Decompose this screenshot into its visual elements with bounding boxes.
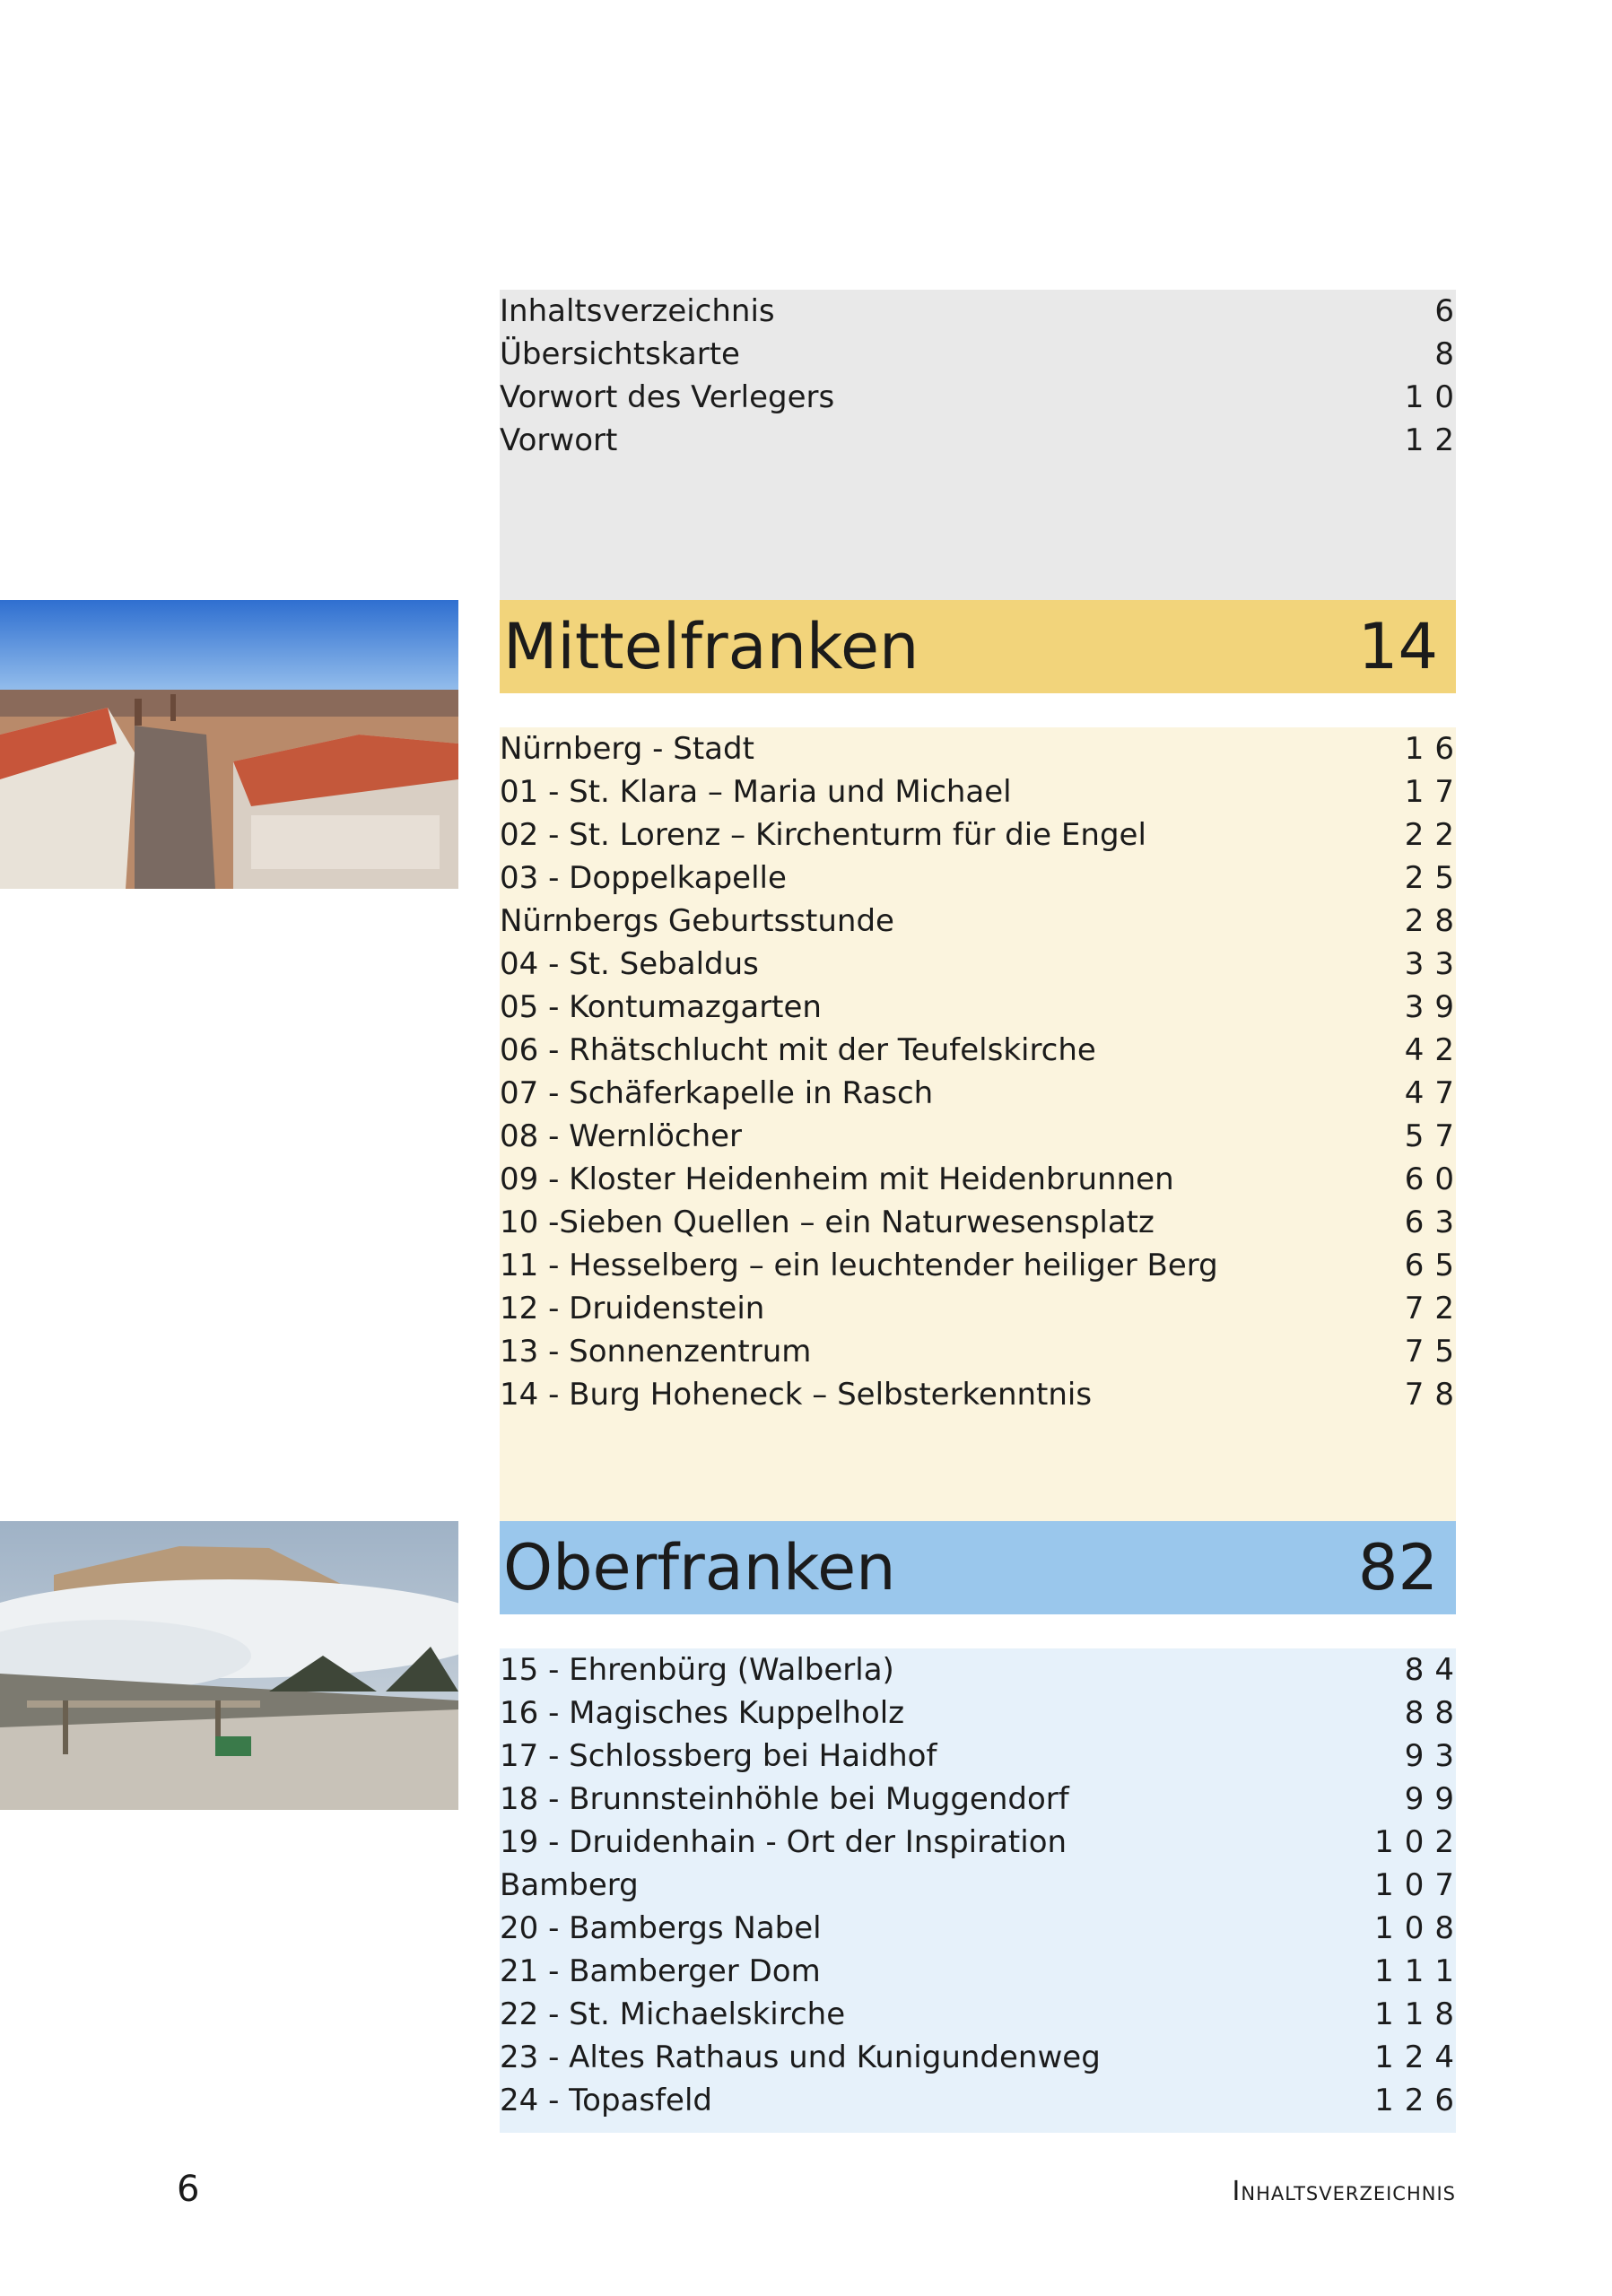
toc-entry[interactable]	[500, 1993, 1465, 2036]
toc-entry-title: 08 - Wernlöcher	[500, 1118, 743, 1154]
toc-entry[interactable]	[500, 1373, 1465, 1416]
walberla-fog-image	[0, 1521, 458, 1810]
toc-entry[interactable]	[500, 1287, 1465, 1330]
toc-entry[interactable]	[500, 986, 1465, 1029]
toc-entry[interactable]	[500, 1072, 1465, 1115]
toc-entry-page: 72	[1404, 1291, 1465, 1326]
toc-entry-title: 01 - St. Klara – Maria und Michael	[500, 774, 1012, 810]
toc-entry-page: 78	[1404, 1377, 1465, 1413]
mittelfranken-entries	[500, 727, 1465, 1521]
page-number: 6	[177, 2169, 200, 2210]
toc-entry[interactable]	[500, 1201, 1465, 1244]
toc-entry[interactable]	[500, 376, 1465, 419]
toc-entry-title: 14 - Burg Hoheneck – Selbsterkenntnis	[500, 1377, 1093, 1413]
toc-entry-page: 6	[1434, 293, 1465, 329]
toc-entry-page: 75	[1404, 1334, 1465, 1370]
toc-entry-title: Vorwort	[500, 422, 618, 458]
toc-entry-title: 02 - St. Lorenz – Kirchenturm für die Engel	[500, 817, 1146, 853]
toc-entry[interactable]	[500, 857, 1465, 900]
oberfranken-entries	[500, 1648, 1465, 2133]
toc-entry[interactable]	[500, 290, 1465, 333]
section-title: Oberfranken	[503, 1531, 896, 1605]
front-matter-panel	[500, 290, 1465, 600]
toc-entry-title: 06 - Rhätschlucht mit der Teufelskirche	[500, 1032, 1096, 1068]
toc-entry[interactable]	[500, 1029, 1465, 1072]
toc-entry-title: 13 - Sonnenzentrum	[500, 1334, 812, 1370]
toc-entry[interactable]	[500, 1244, 1465, 1287]
toc-entry-page: 57	[1404, 1118, 1465, 1154]
toc-entry-page: 118	[1374, 1996, 1465, 2032]
toc-entry-title: 15 - Ehrenbürg (Walberla)	[500, 1652, 894, 1688]
toc-entry[interactable]	[500, 2079, 1465, 2122]
toc-entry-title: 09 - Kloster Heidenheim mit Heidenbrunnen	[500, 1161, 1174, 1197]
toc-entry-title: 12 - Druidenstein	[500, 1291, 765, 1326]
toc-entry-title: Nürnberg - Stadt	[500, 731, 754, 767]
toc-entry-title: 23 - Altes Rathaus und Kunigundenweg	[500, 2039, 1101, 2075]
toc-entry-page: 25	[1404, 860, 1465, 896]
section-heading-oberfranken[interactable]	[500, 1521, 1456, 1614]
toc-entry-page: 84	[1404, 1652, 1465, 1688]
toc-entry-page: 102	[1374, 1824, 1465, 1860]
section-page: 14	[1357, 610, 1438, 683]
toc-entry-page: 107	[1374, 1867, 1465, 1903]
toc-entry-page: 111	[1374, 1953, 1465, 1989]
toc-entry[interactable]	[500, 1864, 1465, 1907]
toc-entry-title: 20 - Bambergs Nabel	[500, 1910, 822, 1946]
toc-entry-page: 16	[1404, 731, 1465, 767]
toc-entry[interactable]	[500, 943, 1465, 986]
toc-entry-title: 24 - Topasfeld	[500, 2083, 712, 2118]
toc-entry-title: Bamberg	[500, 1867, 639, 1903]
walberla-fog-photo	[0, 1521, 458, 1810]
toc-entry[interactable]	[500, 1158, 1465, 1201]
section-heading-mittelfranken[interactable]	[500, 600, 1456, 693]
toc-entry[interactable]	[500, 900, 1465, 943]
toc-entry-title: 18 - Brunnsteinhöhle bei Muggendorf	[500, 1781, 1069, 1817]
toc-entry-title: Vorwort des Verlegers	[500, 379, 835, 415]
toc-entry-page: 39	[1404, 989, 1465, 1025]
toc-entry-page: 124	[1374, 2039, 1465, 2075]
toc-entry-page: 99	[1404, 1781, 1465, 1817]
toc-entry-page: 28	[1404, 903, 1465, 939]
toc-entry[interactable]	[500, 1692, 1465, 1735]
nuremberg-rooftops-image	[0, 600, 458, 889]
toc-entry-title: 19 - Druidenhain - Ort der Inspiration	[500, 1824, 1067, 1860]
section-title: Mittelfranken	[503, 610, 919, 683]
toc-entry-page: 12	[1404, 422, 1465, 458]
toc-entry[interactable]	[500, 333, 1465, 376]
toc-entry[interactable]	[500, 419, 1465, 462]
toc-entry-title: Übersichtskarte	[500, 336, 740, 372]
toc-entry-page: 93	[1404, 1738, 1465, 1774]
toc-entry-page: 8	[1434, 336, 1465, 372]
toc-entry-title: 04 - St. Sebaldus	[500, 946, 759, 982]
toc-entry-page: 17	[1404, 774, 1465, 810]
toc-entry-page: 22	[1404, 817, 1465, 853]
running-title: Inhaltsverzeichnis	[1232, 2176, 1456, 2207]
toc-entry[interactable]	[500, 813, 1465, 857]
toc-entry[interactable]	[500, 1648, 1465, 1692]
toc-entry[interactable]	[500, 1330, 1465, 1373]
toc-entry-page: 65	[1404, 1248, 1465, 1283]
toc-entry-page: 126	[1374, 2083, 1465, 2118]
nuremberg-rooftops-photo	[0, 600, 458, 889]
section-page: 82	[1357, 1531, 1438, 1605]
toc-entry-title: 03 - Doppelkapelle	[500, 860, 787, 896]
toc-entry-page: 63	[1404, 1205, 1465, 1240]
toc-entry[interactable]	[500, 1950, 1465, 1993]
toc-entry-title: Nürnbergs Geburtsstunde	[500, 903, 894, 939]
toc-entry-page: 108	[1374, 1910, 1465, 1946]
toc-entry-title: 16 - Magisches Kuppelholz	[500, 1695, 905, 1731]
toc-entry-page: 47	[1404, 1075, 1465, 1111]
toc-entry[interactable]	[500, 1778, 1465, 1821]
toc-entry-page: 10	[1404, 379, 1465, 415]
toc-entry-title: 22 - St. Michaelskirche	[500, 1996, 846, 2032]
toc-entry-page: 60	[1404, 1161, 1465, 1197]
toc-entry-page: 88	[1404, 1695, 1465, 1731]
toc-entry-title: 07 - Schäferkapelle in Rasch	[500, 1075, 934, 1111]
toc-entry[interactable]	[500, 2036, 1465, 2079]
toc-entry-title: 21 - Bamberger Dom	[500, 1953, 821, 1989]
toc-entry-title: 11 - Hesselberg – ein leuchtender heiliger Berg	[500, 1248, 1218, 1283]
toc-entry-title: 05 - Kontumazgarten	[500, 989, 822, 1025]
toc-entry[interactable]	[500, 1821, 1465, 1864]
toc-entry[interactable]	[500, 727, 1465, 770]
toc-entry-page: 42	[1404, 1032, 1465, 1068]
toc-entry-title: Inhaltsverzeichnis	[500, 293, 775, 329]
toc-entry[interactable]	[500, 770, 1465, 813]
toc-entry[interactable]	[500, 1735, 1465, 1778]
toc-entry[interactable]	[500, 1115, 1465, 1158]
toc-entry-title: 10 -Sieben Quellen – ein Naturwesensplatz	[500, 1205, 1155, 1240]
toc-entry-page: 33	[1404, 946, 1465, 982]
toc-entry-title: 17 - Schlossberg bei Haidhof	[500, 1738, 937, 1774]
toc-entry[interactable]	[500, 1907, 1465, 1950]
